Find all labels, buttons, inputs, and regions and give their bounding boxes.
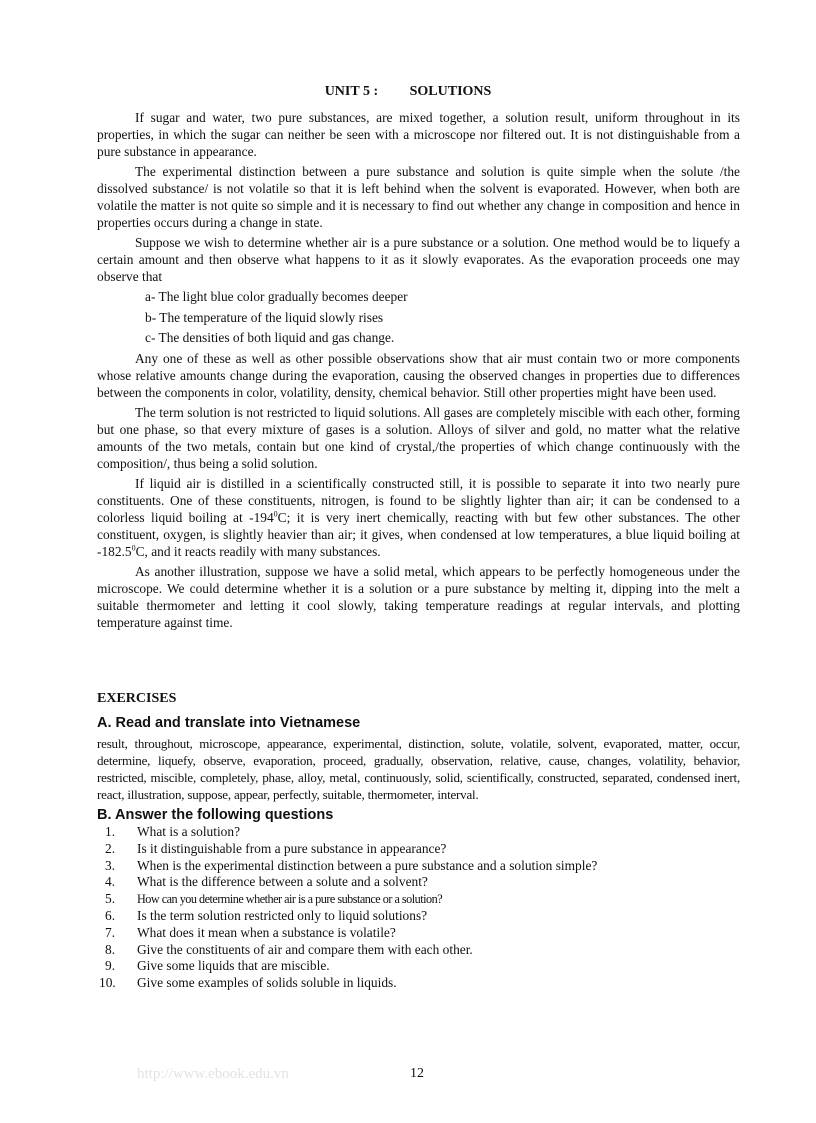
question-text: Is the term solution restricted only to liquid solutions?: [137, 907, 428, 923]
observation-item: a- The light blue color gradually becomes deeper: [145, 289, 408, 304]
question-text: Give the constituents of air and compare them with each other.: [137, 941, 473, 957]
text: C; it is very inert chemically, reacting with but few other substances. The other constituent, oxygen, is slightly heavier than air; it gives, when condensed at low temperatures, a blue liquid boiling at -182.5: [97, 509, 740, 559]
question-number: 7.: [105, 924, 116, 940]
vocabulary-list: result, throughout, microscope, appearance, experimental, distinction, solute, volatile, solvent, evaporated, matter, occur, determine, liquefy, observe, evaporation, proceed, gradually, observation, relative, cause, changes, volatility, behavior, restricted, miscible, completely, phase, alloy, metal, continuously, solid, scientifically, constructed, separated, condensed inert, react, illustration, suppose, appear, perfectly, suitable, thermometer, interval.: [97, 736, 740, 802]
paragraph-liquid-air: [97, 475, 740, 560]
section-a-heading: A. Read and translate into Vietnamese: [97, 715, 361, 731]
paragraph: The experimental distinction between a pure substance and solution is quite simple when the solute /the dissolved substance/ is not volatile so that it is left behind when the solvent is evaporated. However, when both are volatile the matter is not quite so simple and it is necessary to find out whether any change in composition and hence in properties occurs during a change in state.: [97, 164, 740, 230]
question-number: 10.: [99, 975, 116, 991]
text: If liquid air is distilled in a scientifically constructed still, it is possible to separate it into two nearly pure constituents. One of these constituents, nitrogen, is found to be slightly lighter than air; it can be condensed to a colorless liquid boiling at -194: [97, 475, 740, 525]
questions-list: [97, 824, 740, 992]
question-text: Give some liquids that are miscible.: [137, 958, 330, 974]
watermark-url: http://www.ebook.edu.vn: [137, 1066, 289, 1082]
question-number: 9.: [105, 958, 116, 974]
question-text: Is it distinguishable from a pure substance in appearance?: [137, 840, 447, 856]
question-number: 8.: [105, 941, 116, 957]
section-b-heading: B. Answer the following questions: [97, 807, 334, 823]
question-item: [97, 942, 740, 959]
unit-label: UNIT 5 :: [324, 84, 379, 99]
question-item: [97, 858, 740, 875]
page-title: [0, 84, 816, 100]
paragraph: As another illustration, suppose we have a solid metal, which appears to be perfectly homogeneous under the microscope. We could determine whether it is a solution or a pure substance by melting it, dipping into the melt a suitable thermometer and letting it cool slowly, taking temperature readings at regular intervals, and plotting temperature against time.: [97, 563, 740, 630]
question-number: 2.: [105, 840, 116, 856]
question-number: 6.: [105, 907, 116, 923]
question-number: 3.: [105, 857, 116, 873]
question-text: Give some examples of solids soluble in liquids.: [137, 975, 397, 991]
degree-sup: 0: [273, 509, 278, 519]
question-number: 4.: [105, 874, 116, 890]
question-text: How can you determine whether air is a pure substance or a solution?: [137, 892, 443, 907]
question-text: What does it mean when a substance is volatile?: [137, 924, 396, 940]
question-item: [97, 925, 740, 942]
question-item: [97, 841, 740, 858]
degree-sup: 0: [131, 543, 136, 553]
observation-item: b- The temperature of the liquid slowly rises: [145, 309, 384, 325]
question-number: 5.: [105, 891, 116, 907]
question-number: 1.: [105, 824, 116, 839]
observation-item: c- The densities of both liquid and gas change.: [145, 330, 395, 345]
question-item: [97, 975, 740, 992]
exercises: [97, 690, 740, 992]
paragraph: The term solution is not restricted to liquid solutions. All gases are completely miscible with each other, forming but one phase, so that every mixture of gases is a solution. Alloys of silver and gold, no matter what the relative amounts of the two metals, contain but one kind of crystal,/the properties of which change continuously with the composition/, thus being a solid solution.: [97, 404, 740, 471]
paragraph: Any one of these as well as other possible observations show that air must contain two or more components whose relative amounts change during the evaporation, causing the observed changes in properties due to differences between the components in color, volatility, density, chemical behavior. Still other properties might have been used.: [97, 350, 740, 400]
unit-name: SOLUTIONS: [409, 84, 492, 99]
paragraph: Suppose we wish to determine whether air is a pure substance or a solution. One method would be to liquefy a certain amount and then observe what happens to it as it slowly evaporates. As the evaporation proceeds one may observe that: [97, 235, 740, 284]
question-item: [97, 908, 740, 925]
question-text: When is the experimental distinction between a pure substance and a solution simple?: [137, 857, 598, 873]
question-item: [97, 958, 740, 975]
body-text: [97, 109, 740, 634]
question-item: [97, 824, 740, 841]
question-item: [97, 891, 740, 908]
paragraph: If sugar and water, two pure substances, are mixed together, a solution result, uniform throughout in its properties, in which the sugar can neither be seen with a microscope nor filtered out. It is not distinguishable from a pure substance in appearance.: [97, 110, 740, 159]
exercises-heading: EXERCISES: [97, 691, 177, 706]
question-item: [97, 874, 740, 891]
text: C, and it reacts readily with many substances.: [135, 543, 381, 559]
page-number: 12: [410, 1066, 424, 1081]
question-text: What is a solution?: [137, 824, 241, 839]
question-text: What is the difference between a solute and a solvent?: [137, 874, 428, 890]
